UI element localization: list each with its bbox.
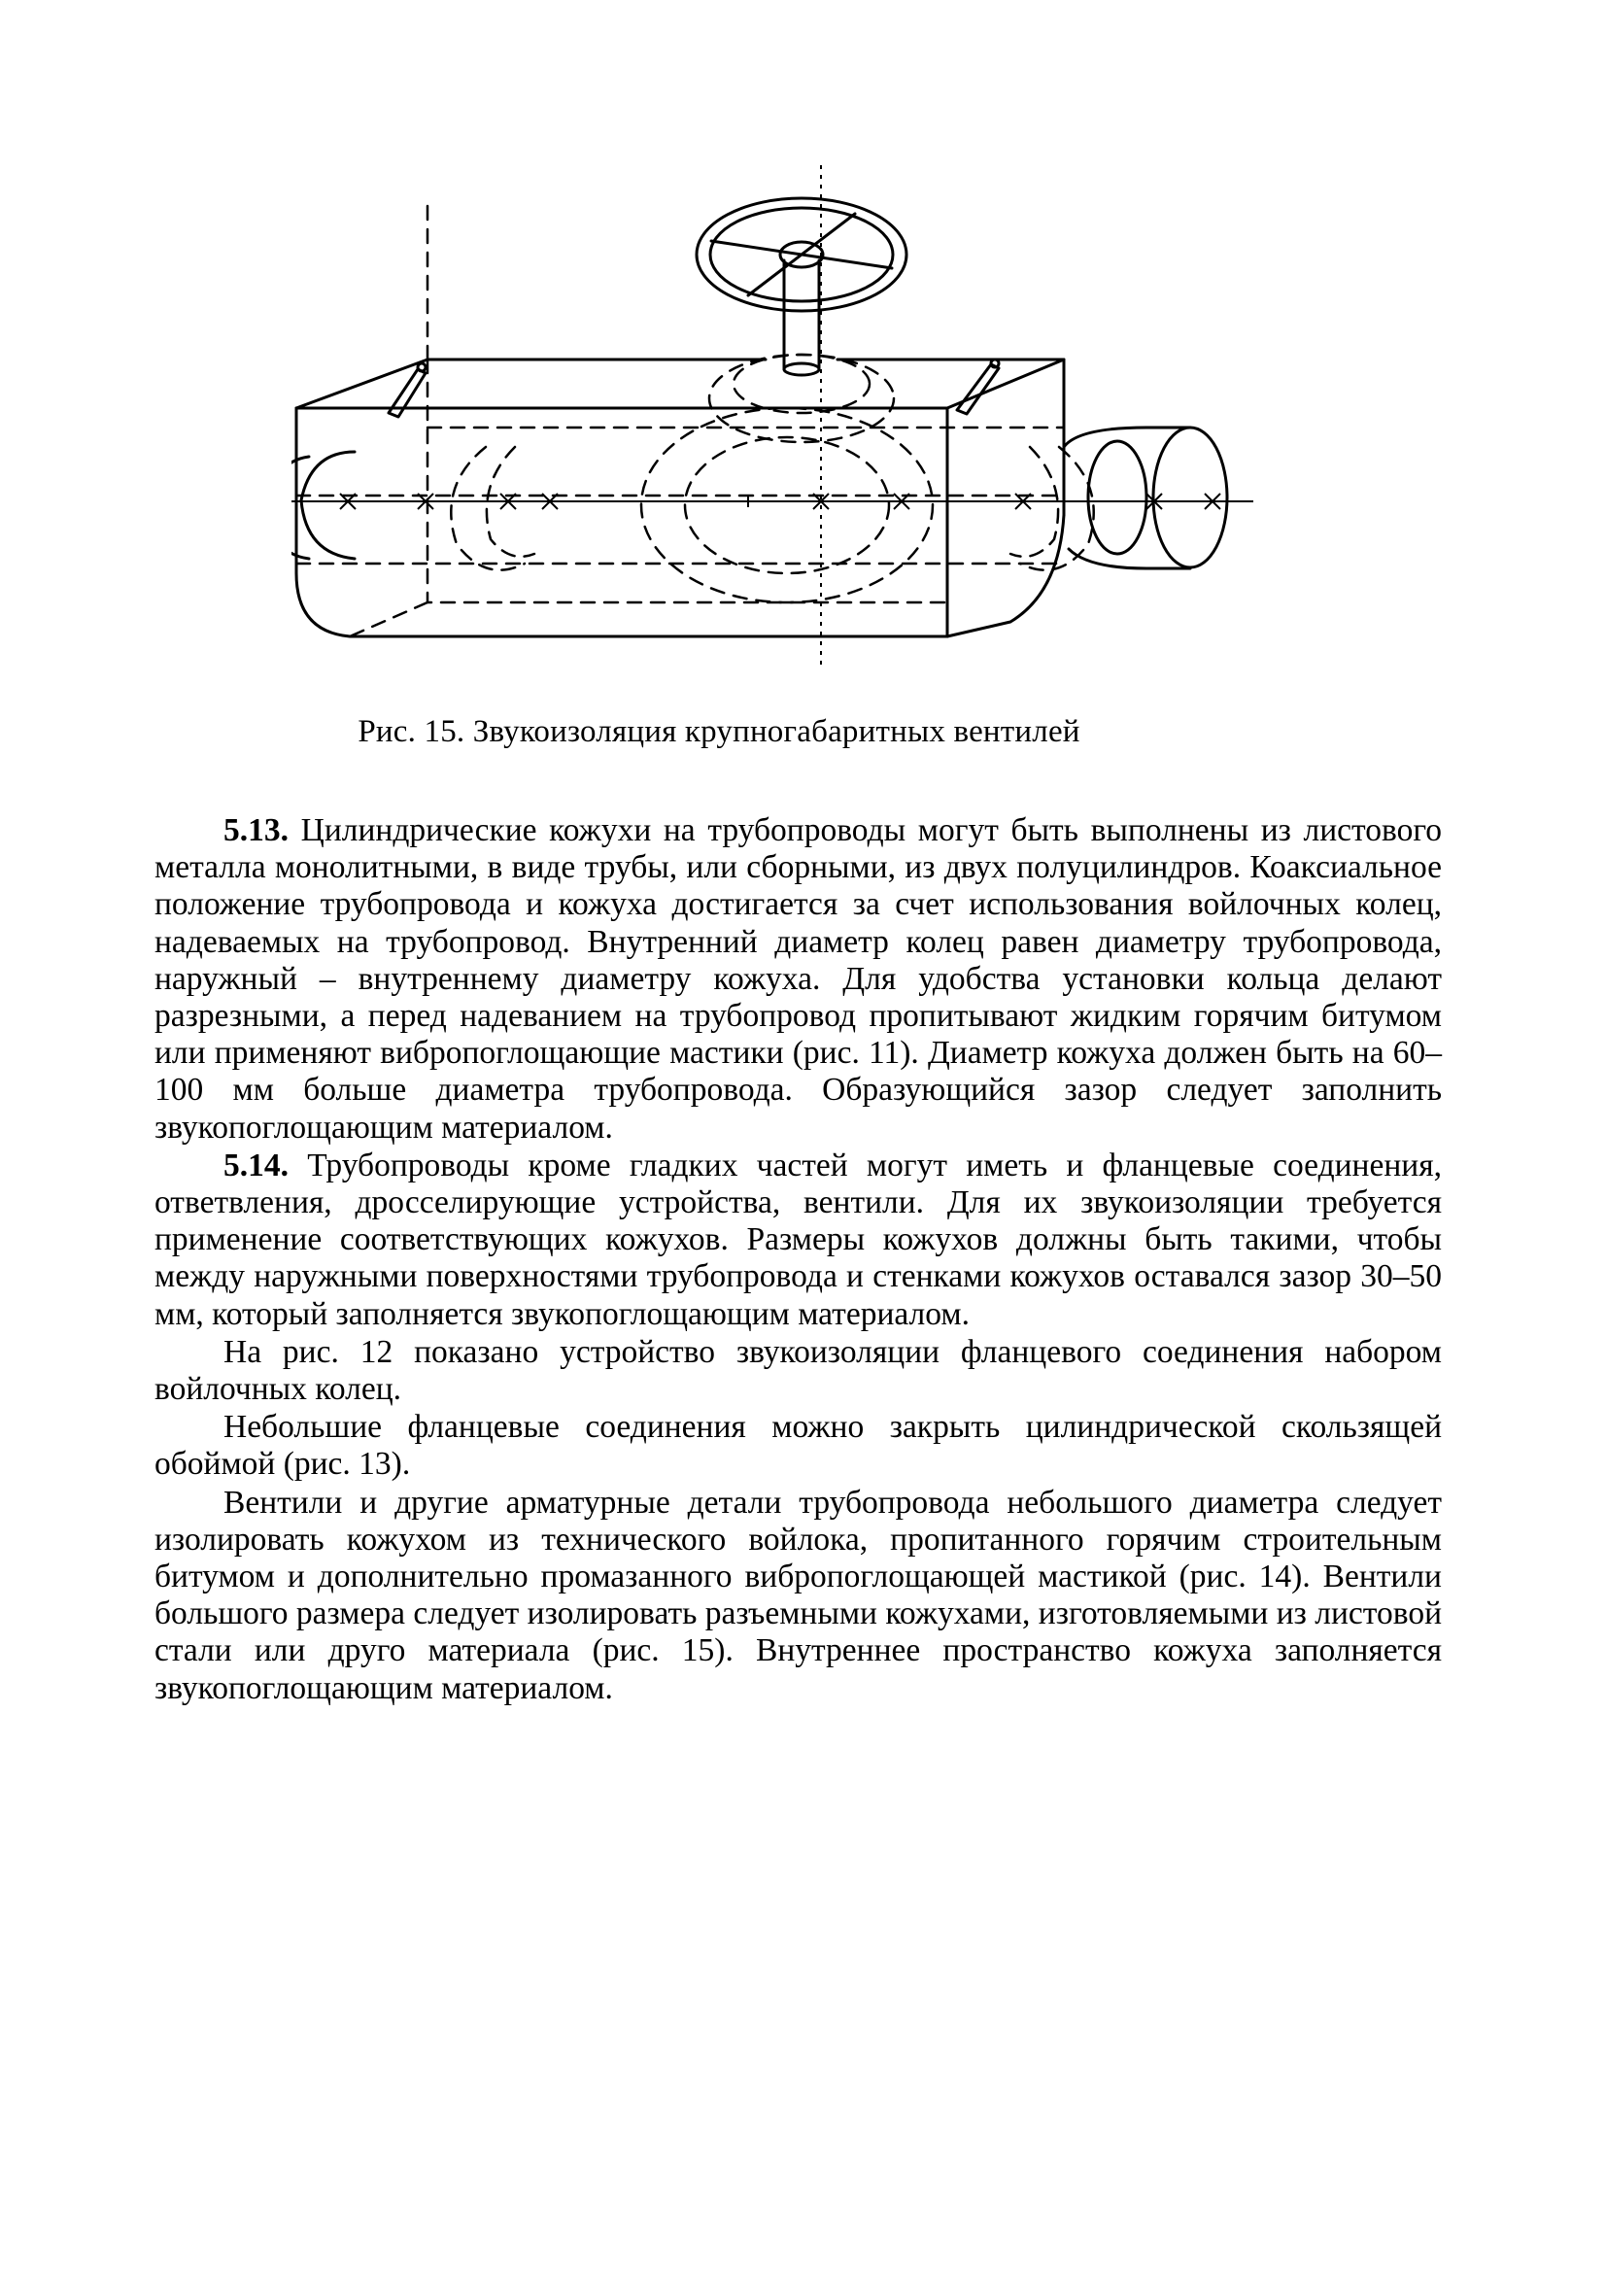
hidden-lines — [296, 204, 1094, 636]
valve-insulation-drawing — [291, 165, 1312, 690]
valve-casing-illustration — [291, 165, 1312, 690]
latch-right — [957, 360, 999, 414]
paragraph-5-13 — [154, 812, 1442, 1147]
paragraph-text: Трубопроводы кроме гладких частей могут иметь и фланцевые соединения, ответвления, дросселирующие устройства, вентили. Для их звукоизоляции требуется применение соответствующих кожухов. Размеры кожухов должны быть такими, чтобы между наружными поверхностями трубопровода и стенками кожухов оставался зазор 30–50 мм, который заполняется звукопоглощающим материалом. — [154, 1147, 1442, 1332]
figure-caption: Рис. 15. Звукоизоляция крупногабаритных вентилей — [358, 714, 1080, 749]
paragraph-text: На рис. 12 показано устройство звукоизоляции фланцевого соединения набором войлочных колец. — [154, 1333, 1442, 1408]
axis-lines — [291, 165, 1253, 670]
paragraph-text: Небольшие фланцевые соединения можно закрыть цилиндрической скользящей обоймой (рис. 13). — [154, 1409, 1442, 1483]
paragraph-number: 5.13. — [223, 812, 289, 848]
paragraph-5-14 — [154, 1148, 1442, 1333]
paragraph-number: 5.14. — [223, 1147, 289, 1183]
paragraph-fig12 — [154, 1334, 1442, 1408]
paragraph-text: Вентили и другие арматурные детали трубопровода небольшого диаметра следует изолировать кожухом из технического войлока, пропитанного горячим строительным битумом и дополнительно промазанного вибропоглощающей мастикой (рис. 14). Вентили большого размера следует изолировать разъемными кожухами, изготовляемыми из листовой стали или друго материала (рис. 15). Внутреннее пространство кожуха заполняется звукопоглощающим материалом. — [154, 1484, 1442, 1706]
body-text — [154, 812, 1442, 1707]
handwheel-icon — [697, 198, 906, 311]
paragraph-fig14-15 — [154, 1485, 1442, 1707]
paragraph-fig13 — [154, 1409, 1442, 1483]
paragraph-text: Цилиндрические кожухи на трубопроводы могут быть выполнены из листового металла монолитными, в виде трубы, или сборными, из двух полуцилиндров. Коаксиальное положение трубопровода и кожуха достигается за счет использования войлочных колец, надеваемых на трубопровод. Внутренний диаметр колец равен диаметру трубопровода, наружный – внутреннему диаметру кожуха. Для удобства установки кольца делают разрезными, а перед надеванием на трубопровод пропитывают жидким горячим битумом или применяют вибропоглощающие мастики (рис. 11). Диаметр кожуха должен быть на 60–100 мм больше диаметра трубопровода. Образующийся зазор следует заполнить звукопоглощающим материалом. — [154, 812, 1442, 1146]
right-pipe — [1064, 428, 1227, 568]
